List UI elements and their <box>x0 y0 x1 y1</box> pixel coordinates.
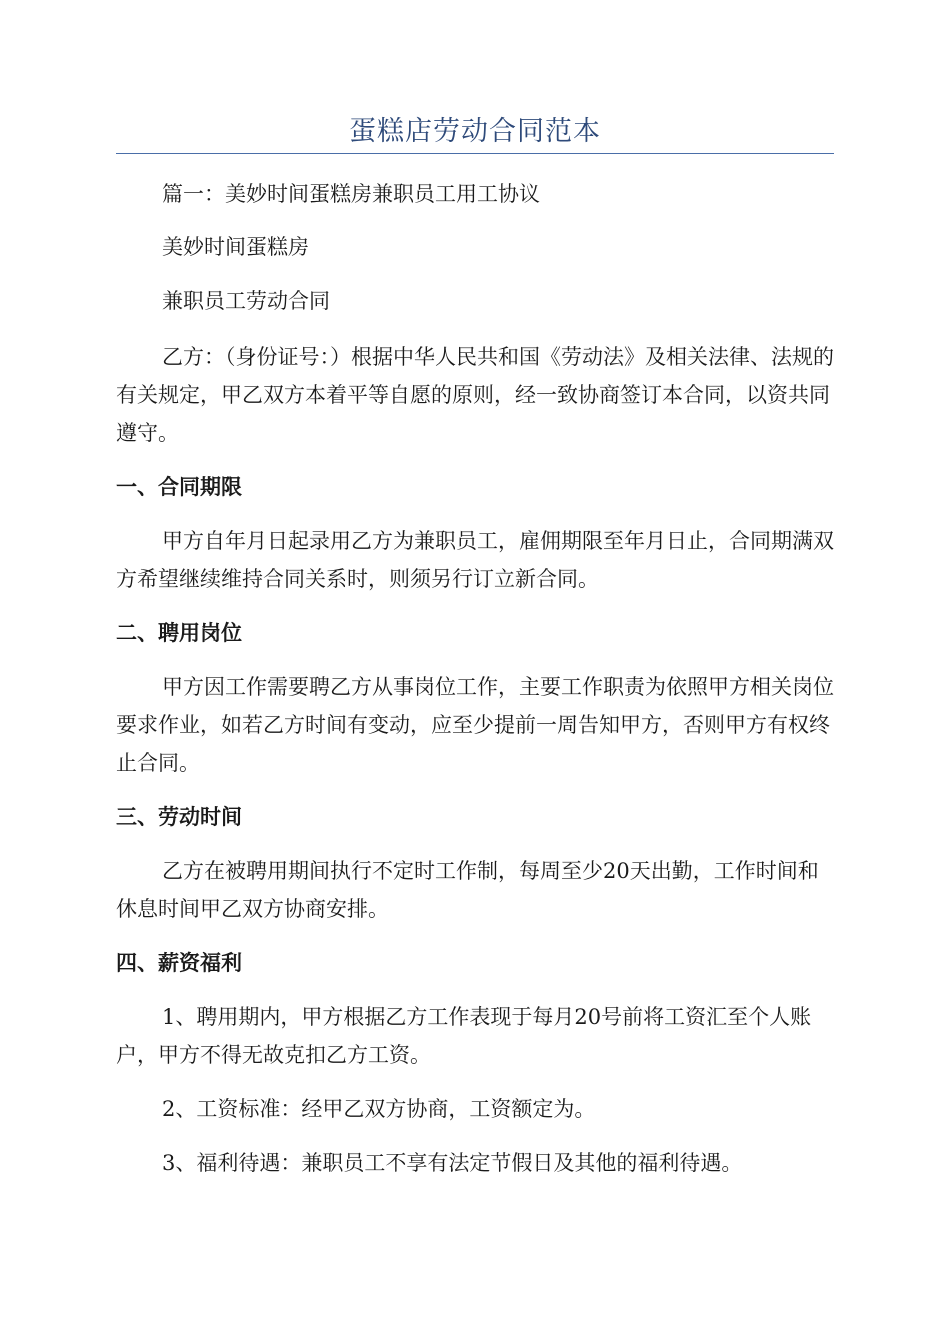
paragraph-contract-term: 甲方自年月日起录用乙方为兼职员工，雇佣期限至年月日止，合同期满双方希望继续维持合同关系时，则须另行订立新合同。 <box>116 529 834 591</box>
company-name: 美妙时间蛋糕房 <box>162 235 309 259</box>
heading-salary-benefits: 四、薪资福利 <box>116 951 242 975</box>
paragraph-benefits: 3、福利待遇：兼职员工不享有法定节假日及其他的福利待遇。 <box>162 1151 743 1175</box>
section-heading-part-one: 篇一：美妙时间蛋糕房兼职员工用工协议 <box>162 182 540 206</box>
title-underline <box>116 153 834 154</box>
paragraph-position: 甲方因工作需要聘乙方从事岗位工作，主要工作职责为依照甲方相关岗位要求作业，如若乙方时间有变动，应至少提前一周告知甲方，否则甲方有权终止合同。 <box>116 675 834 775</box>
contract-name: 兼职员工劳动合同 <box>162 289 330 313</box>
document-title: 蛋糕店劳动合同范本 <box>349 116 601 147</box>
paragraph-salary-payment: 1、聘用期内，甲方根据乙方工作表现于每月20号前将工资汇至个人账户，甲方不得无故克扣乙方工资。 <box>116 1005 812 1067</box>
heading-position: 二、聘用岗位 <box>116 621 242 645</box>
heading-contract-term: 一、合同期限 <box>116 475 242 499</box>
paragraph-salary-standard: 2、工资标准：经甲乙双方协商，工资额定为。 <box>162 1097 596 1121</box>
preamble-paragraph: 乙方：（身份证号：）根据中华人民共和国《劳动法》及相关法律、法规的有关规定，甲乙双方本着平等自愿的原则，经一致协商签订本合同，以资共同遵守。 <box>116 345 834 445</box>
heading-working-hours: 三、劳动时间 <box>116 805 242 829</box>
paragraph-working-hours: 乙方在被聘用期间执行不定时工作制，每周至少20天出勤，工作时间和休息时间甲乙双方协商安排。 <box>116 859 819 921</box>
